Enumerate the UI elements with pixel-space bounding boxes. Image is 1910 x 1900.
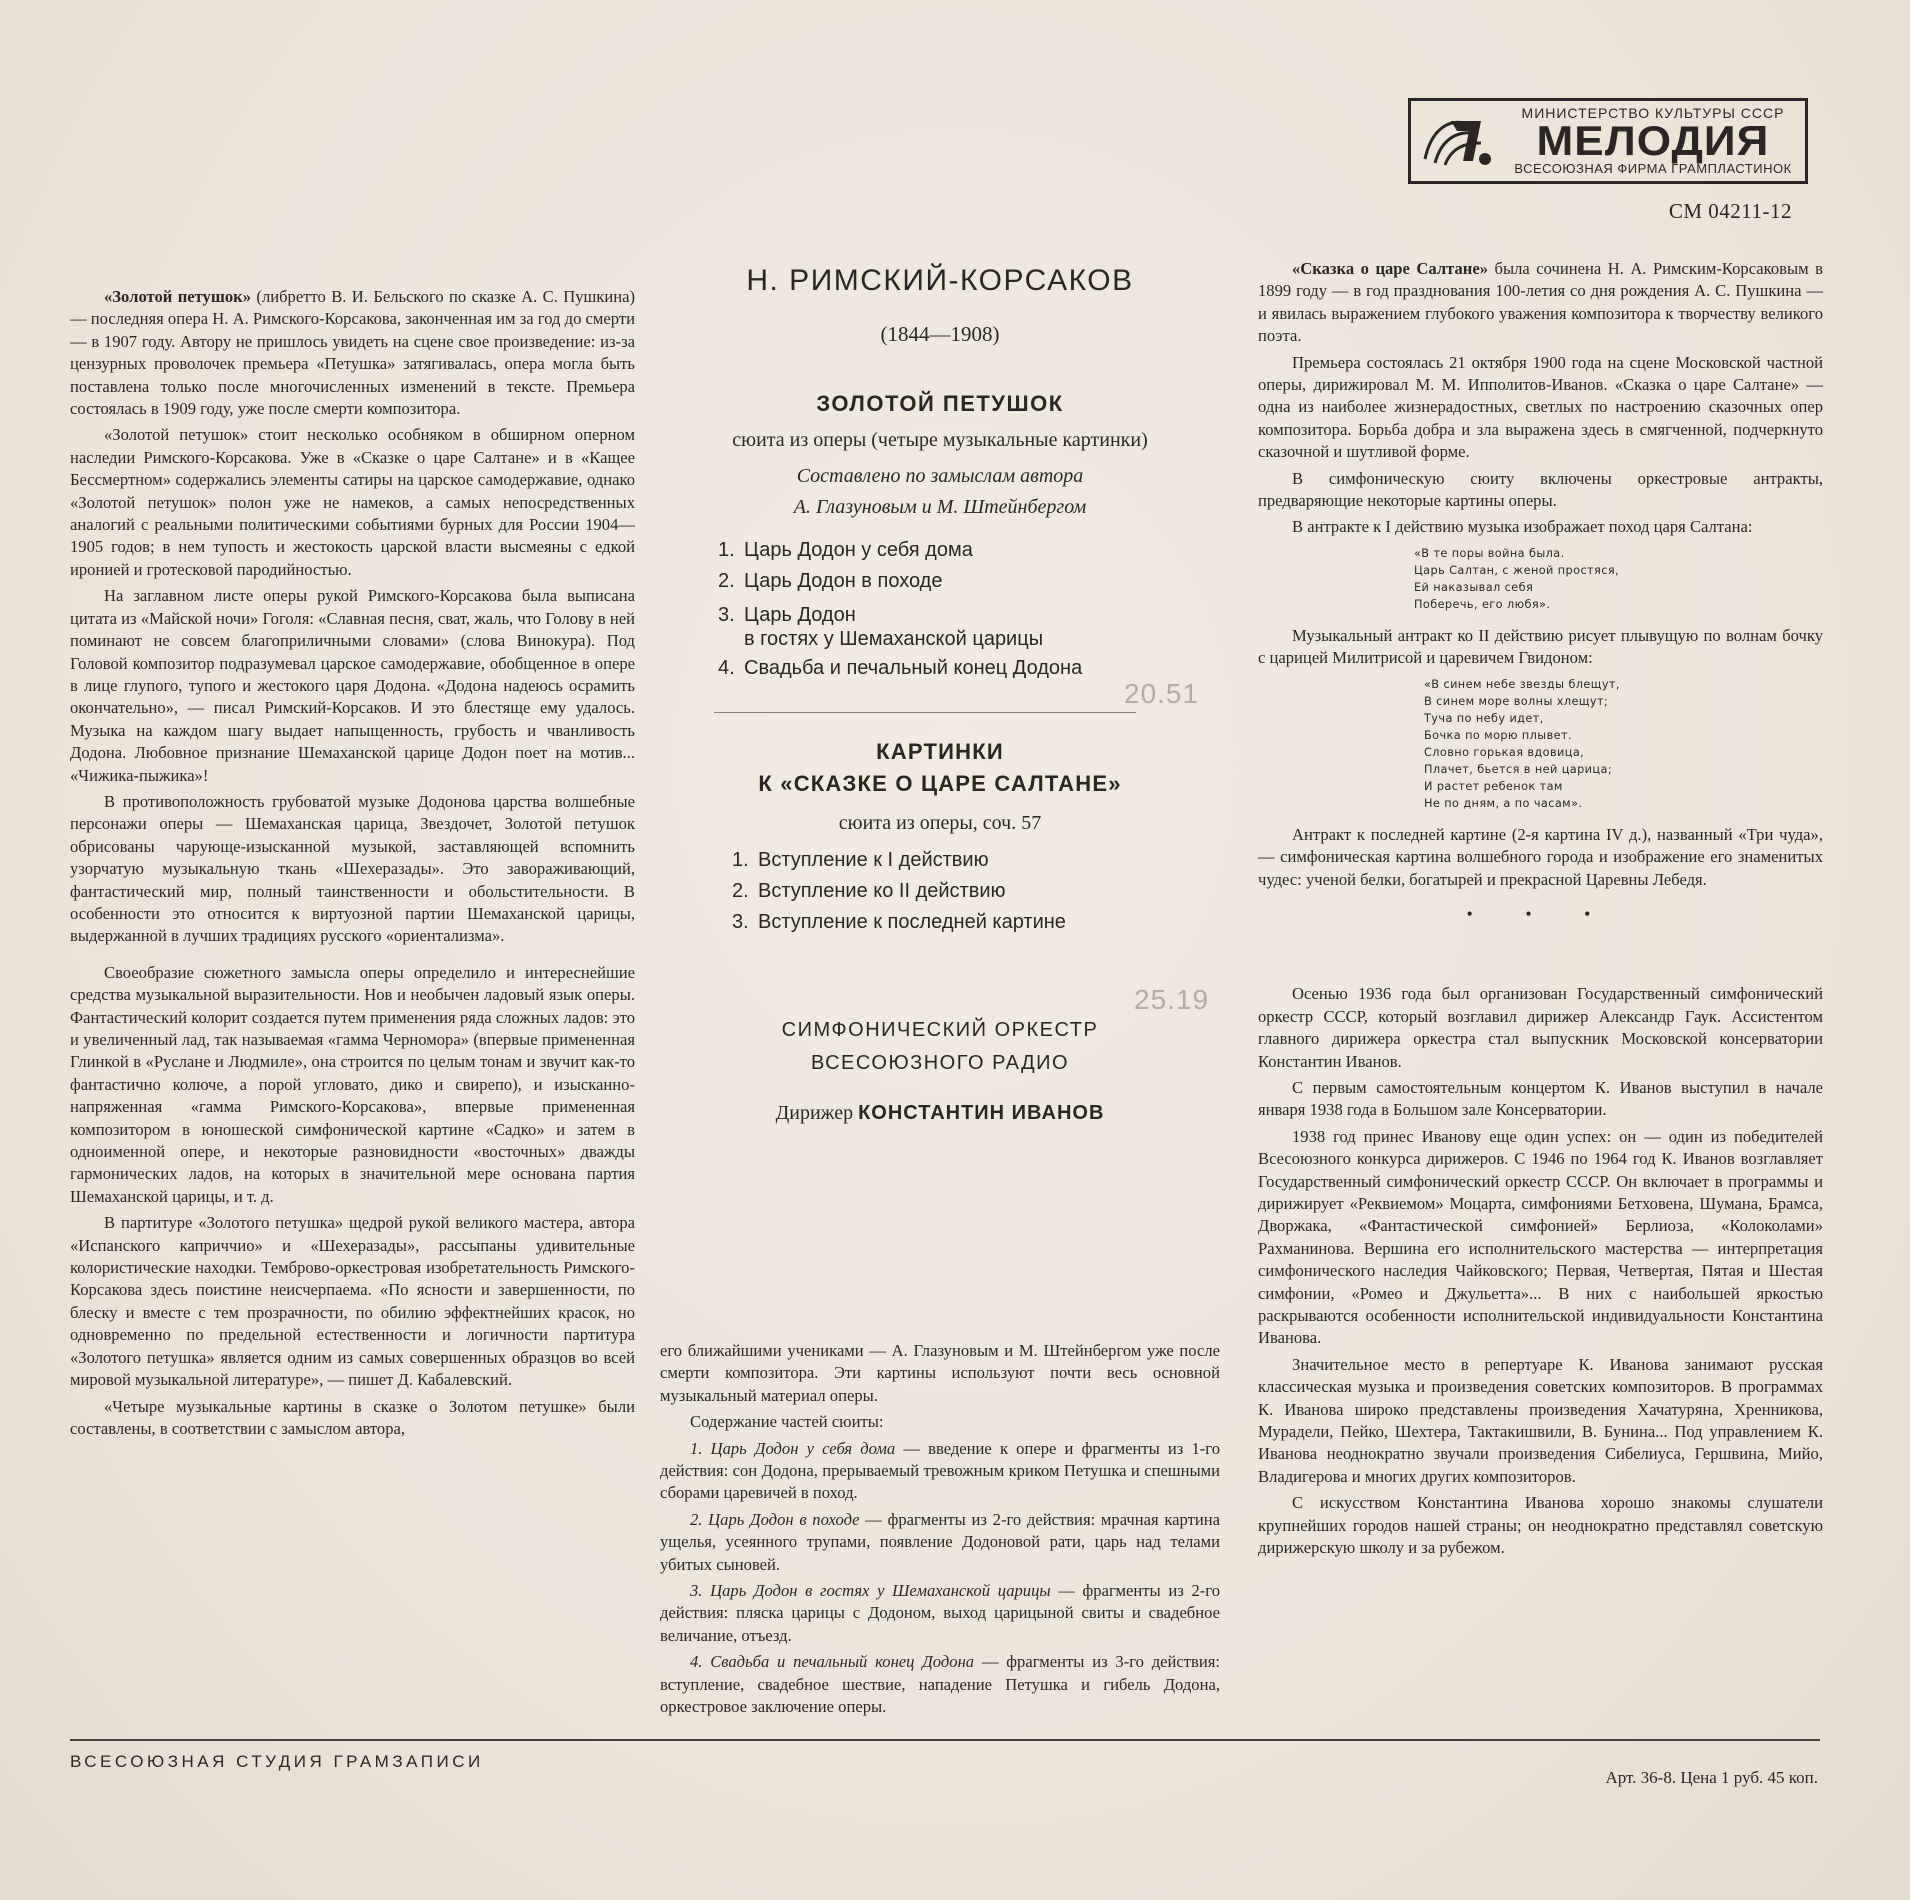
- paragraph: В антракте к I действию музыка изображает поход царя Салтана:: [1292, 517, 1753, 537]
- poem-line: В синем море волны хлещут;: [1424, 694, 1609, 708]
- track-title: Свадьба и печальный конец Додона: [744, 657, 1083, 679]
- track-item: [732, 907, 1240, 938]
- track-number: 2.: [718, 570, 735, 592]
- paragraph: В партитуре «Золотого петушка» щедрой рукой великого мастера, автора «Испанского каприччио» и «Шехеразады», рассыпаны удивительные колористические находки. Темброво-оркестровая изобретательность Римского-Корсакова здесь поистине неисчерпаема. «По ясности и завершенности, по блеску и вместе с тем прозрачности, по обилию эффектнейших красок, но одновременно по предельной естественности и логичности партитура «Золотого петушка» является одним из самых совершенных образцов во всей мировой музыкальной литературе», — пишет Д. Кабалевский.: [70, 1213, 635, 1390]
- track-title: Вступление к I действию: [758, 849, 989, 871]
- conductor: [640, 1102, 1240, 1125]
- compiled-by: [640, 461, 1240, 523]
- poem-line: Плачет, бьется в ней царица;: [1424, 762, 1613, 776]
- track-list-side-2: [732, 845, 1240, 938]
- suite-part-title: 2. Царь Додон в походе: [690, 1509, 860, 1529]
- paragraph: С первым самостоятельным концертом К. Иванов выступил в начале января 1938 года в Большом зале Консерватории.: [1258, 1077, 1823, 1120]
- suite-part-text: — фрагменты из 3-го действия: вступление, свадебное шествие, нападение Петушка и гибель Додона, оркестровое заключение оперы.: [660, 1652, 1220, 1717]
- poem-quote-2: [1424, 676, 1823, 812]
- compiled-line-2: А. Глазуновым и М. Штейнбергом: [793, 496, 1087, 518]
- paragraph-text: была сочинена Н. А. Римским-Корсаковым в 1899 году — в год празднования 100-летия со дня рождения А. С. Пушкина — и явилась выражением глубокого уважения композитора к творчеству великого поэта.: [1258, 259, 1823, 346]
- catalog-number: СМ 04211-12: [1668, 199, 1792, 223]
- left-column: [70, 286, 635, 1444]
- paragraph: «Золотой петушок» стоит несколько особняком в обширном оперном наследии Римского-Корсакова. Уже в «Сказке о царе Салтане» и в «Кащее Бессмертном» содержались элементы сатиры на царское самодержавие, однако «Золотой петушок» полон уже не намеков, а самых непосредственных аналогий с реальными политическими событиями бурных для России 1904—1905 годов; в нем тупость и жестокость царской власти высмеяны с едкой иронией и гротесковой пародийностью.: [70, 425, 635, 579]
- bold-title: «Сказка о царе Салтане»: [1292, 259, 1489, 278]
- orchestra-name: [640, 1014, 1240, 1080]
- paragraph: Антракт к последней картине (2-я картина IV д.), названный «Три чуда», — симфоническая картина волшебного города и изображение его знаменитых чудес: ученой белки, богатырей и прекрасной Царевны Лебедя.: [1258, 824, 1823, 889]
- suite-part-title: 3. Царь Додон в гостях у Шемаханской царицы: [690, 1581, 1051, 1601]
- bold-title: «Золотой петушок»: [104, 287, 252, 306]
- suite-part-title: 1. Царь Додон у себя дома: [690, 1438, 896, 1458]
- paragraph: «Четыре музыкальные картины в сказке о Золотом петушке» были составлены, в соответствии с замыслом автора,: [70, 1396, 635, 1438]
- track-item: [718, 566, 1240, 597]
- right-column: [1258, 258, 1823, 1563]
- paragraph: 1938 год принес Иванову еще один успех: он — один из победителей Всесоюзного конкурса дирижеров. С 1946 по 1964 год К. Иванов возглавляет Государственный симфонический оркестр СССР. Он включает в программы и дирижирует «Реквиемом» Моцарта, симфониями Бетховена, Шумана, Брамса, Дворжака, «Фантастической симфонией» Берлиоза, «Колоколами» Рахманинова. Вершина его исполнительского мастерства — интерпретация симфонического наследия Чайковского; Первая, Четвертая, Пятая и Шестая симфонии, «Ромео и Джульетта»... В них с наибольшей яркостью раскрываются особенности исполнительской индивидуальности Константина Иванова.: [1258, 1126, 1823, 1348]
- track-title: Царь Додон: [744, 604, 856, 626]
- paragraph: В противоположность грубоватой музыке Додонова царства волшебные персонажи оперы — Шемаханская царица, Звездочет, Золотой петушок обрисованы чарующе-изысканной музыкой, заставляющей вспомнить узорчатую музыкальную ткань «Шехеразады». Это завораживающий, фантастический мир, полный таинственности и обольстительности. В особенности это относится к виртуозной партии Шемаханской царицы, выдержанной в лучших традициях русского «ориентализма».: [70, 791, 635, 946]
- suite-part: [660, 1580, 1220, 1647]
- price-info: Арт. 36-8. Цена 1 руб. 45 коп.: [1605, 1768, 1818, 1787]
- melodiya-emblem-icon: [1411, 101, 1507, 181]
- poem-line: Словно горькая вдовица,: [1424, 745, 1585, 759]
- paragraph: В симфоническую сюиту включены оркестровые антракты, предваряющие некоторые картины оперы.: [1258, 468, 1823, 511]
- orchestra-line-1: СИМФОНИЧЕСКИЙ ОРКЕСТР: [781, 1019, 1099, 1041]
- logo-company: ВСЕСОЮЗНАЯ ФИРМА ГРАМПЛАСТИНОК: [1514, 161, 1792, 176]
- paragraph: [70, 286, 635, 420]
- suite-part-text: — фрагменты из 2-го действия: пляска царицы с Додоном, выход царицыной свиты и свадебное величание, отъезд.: [660, 1581, 1220, 1645]
- track-item: [718, 603, 1240, 651]
- side-1-duration: 20.51: [1124, 678, 1200, 709]
- composer-dates: (1844—1908): [880, 322, 1000, 346]
- track-title: Царь Додон у себя дома: [744, 539, 973, 561]
- track-item: [732, 845, 1240, 876]
- compiled-line-1: Составлено по замыслам автора: [796, 465, 1084, 487]
- track-number: 3.: [718, 604, 735, 626]
- poem-line: «В синем небе звезды блещут,: [1424, 677, 1620, 691]
- poem-line: Не по дням, а по часам».: [1424, 796, 1583, 810]
- suite-part-text: — фрагменты из 2-го действия: мрачная картина ущелья, усеянного трупами, появление Додоновой рати, царь над телами убитых сыновей.: [660, 1509, 1221, 1574]
- poem-line: И растет ребенок там: [1424, 779, 1563, 793]
- poem-line: Ей наказывал себя: [1414, 580, 1534, 594]
- poem-line: «В те поры война была.: [1414, 546, 1565, 560]
- poem-line: Туча по небу идет,: [1424, 711, 1544, 725]
- suite-part: [660, 1509, 1220, 1576]
- track-number: 1.: [718, 539, 735, 561]
- poem-quote-1: [1414, 545, 1823, 613]
- paragraph: С искусством Константина Иванова хорошо знакомы слушатели крупнейших городов нашей страны; он неоднократно представлял советскую дирижерскую школу и за рубежом.: [1258, 1493, 1823, 1558]
- paragraph: Музыкальный антракт ко II действию рисует плывущую по волнам бочку с царицей Милитрисой и царевичем Гвидоном:: [1258, 625, 1823, 668]
- track-title: Вступление ко II действию: [758, 880, 1006, 902]
- pictures-subtitle: сюита из оперы, соч. 57: [838, 812, 1042, 834]
- suite-part-text: — введение к опере и фрагменты из 1-го действия: сон Додона, прерываемый тревожным криком Петушка и спешными сборами царевичей в поход.: [660, 1438, 1220, 1503]
- paragraph: На заглавном листе оперы рукой Римского-Корсакова была выписана цитата из «Майской ночи» Гоголя: «Славная песня, сват, жаль, что Голову в ней поминают не совсем благоприличными словами» (слова Винокура). Под Головой композитор подразумевал царское самодержавие, обобщенное в опере в лице глупого, тупого и жестокого царя Додона. «Додона надеюсь осрамить окончательно», — писал Римский-Корсаков. И это блестяще ему удалось. Музыка на каждом шагу выдает напыщенность, грубость и чванливость Додона. Любовное признание Шемаханской царице Додон поет на мотив... «Чижика-пыжика»!: [70, 586, 635, 785]
- conductor-label: Дирижер: [775, 1102, 854, 1124]
- suite-part-title: 4. Свадьба и печальный конец Додона: [690, 1652, 975, 1672]
- orchestra-line-2: ВСЕСОЮЗНОГО РАДИО: [810, 1052, 1070, 1074]
- track-item: [718, 535, 1240, 566]
- track-number: 1.: [732, 849, 749, 871]
- center-column: [640, 262, 1240, 1125]
- paragraph: Премьера состоялась 21 октября 1900 года на сцене Московской частной оперы, дирижировал М. М. Ипполитов-Иванов. «Сказка о царе Салтане» — одна из наиболее жизнерадостных, светлых по настроению сказочных опер композитора. Борьба добра и зла выражена здесь в смягченной, подчеркнуто сказочной и шутливой форме.: [1258, 352, 1823, 462]
- footer-divider: [70, 1739, 1820, 1741]
- opera-title: ЗОЛОТОЙ ПЕТУШОК: [816, 391, 1064, 416]
- composer-name: Н. РИМСКИЙ-КОРСАКОВ: [746, 264, 1134, 297]
- track-title: Вступление к последней картине: [758, 911, 1066, 933]
- melodiya-logo: [1408, 98, 1808, 184]
- paragraph: Значительное место в репертуаре К. Иванова занимают русская классическая музыка и произведения советских композиторов. В программах К. Иванова широко представлены произведения Хачатуряна, Хренникова, Мурадели, Пейко, Шехтера, Тактакишвили, В. Бунина... Под управлением К. Иванова неоднократно звучали произведения Сибелиуса, Гершвина, Мийо, Владигерова и многих других композиторов.: [1258, 1354, 1823, 1486]
- conductor-name: КОНСТАНТИН ИВАНОВ: [858, 1102, 1105, 1124]
- track-subtitle: в гостях у Шемаханской царицы: [744, 628, 1044, 650]
- section-separator: • • •: [1466, 903, 1615, 924]
- pictures-title-line-2: К «СКАЗКЕ О ЦАРЕ САЛТАНЕ»: [758, 771, 1122, 796]
- track-list-side-1: [718, 535, 1240, 684]
- pictures-title-line-1: КАРТИНКИ: [876, 739, 1004, 764]
- divider: [714, 712, 1136, 713]
- logo-brand: МЕЛОДИЯ: [1536, 117, 1770, 164]
- paragraph: Осенью 1936 года был организован Государственный симфонический оркестр СССР, который возглавил дирижер Александр Гаук. Ассистентом главного дирижера оркестра стал выпускник Московской консерватории Константин Иванов.: [1258, 984, 1823, 1071]
- poem-line: Царь Салтан, с женой простяся,: [1414, 563, 1620, 577]
- opera-subtitle: сюита из оперы (четыре музыкальные картинки): [732, 429, 1148, 451]
- paragraph: [1258, 258, 1823, 348]
- pictures-title: [640, 736, 1240, 800]
- paragraph: Содержание частей сюиты:: [690, 1412, 884, 1432]
- track-number: 2.: [732, 880, 749, 902]
- suite-part: [660, 1438, 1220, 1505]
- paragraph: его ближайшими учениками — А. Глазуновым и М. Штейнбергом уже после смерти композитора. Эти картины используют почти весь основной музыкальный материал оперы.: [660, 1341, 1220, 1405]
- poem-line: Поберечь, его любя».: [1414, 597, 1551, 611]
- track-item: [732, 876, 1240, 907]
- track-number: 4.: [718, 657, 735, 679]
- suite-part: [660, 1651, 1220, 1718]
- track-number: 3.: [732, 911, 749, 933]
- track-title: Царь Додон в походе: [744, 570, 943, 592]
- paragraph: Своеобразие сюжетного замысла оперы определило и интереснейшие средства музыкальной выразительности. Нов и необычен ладовый язык оперы. Фантастический колорит создается путем применения ряда сложных ладов: это и увеличенный лад, так называемая «гамма Черномора» (впервые примененная Глинкой в «Руслане и Людмиле», она строится по целым тонам и звучит как-то фантастично колюче, а порой угловато, дико и свирепо), и изысканно-напряженная «гамма Римского-Корсакова», впервые примененная композитором в юношеской симфонической картине «Садко» и затем в одноименной опере, и некоторые разновидности «восточных» дважды гармонических ладов, на которых в значительной мере основана партия Шемаханской царицы, и т. д.: [70, 962, 635, 1206]
- paragraph-text: (либретто В. И. Бельского по сказке А. С. Пушкина) — последняя опера Н. А. Римского-Корсакова, законченная им за год до смерти — в 1907 году. Автору не пришлось увидеть на сцене свое произведение: из-за цензурных проволочек премьера «Петушка» затягивалась, опера могла быть поставлена только после многочисленных изменений в тексте. Премьера состоялась в 1909 году, уже после смерти композитора.: [70, 287, 636, 419]
- conductor-biography: [1258, 983, 1823, 1559]
- center-lower-text: [660, 1340, 1220, 1723]
- studio-name: ВСЕСОЮЗНАЯ СТУДИЯ ГРАМЗАПИСИ: [70, 1752, 484, 1771]
- poem-line: Бочка по морю плывет.: [1424, 728, 1572, 742]
- logo-ministry: МИНИСТЕРСТВО КУЛЬТУРЫ СССР: [1521, 105, 1785, 121]
- side-2-duration: 25.19: [1134, 984, 1210, 1015]
